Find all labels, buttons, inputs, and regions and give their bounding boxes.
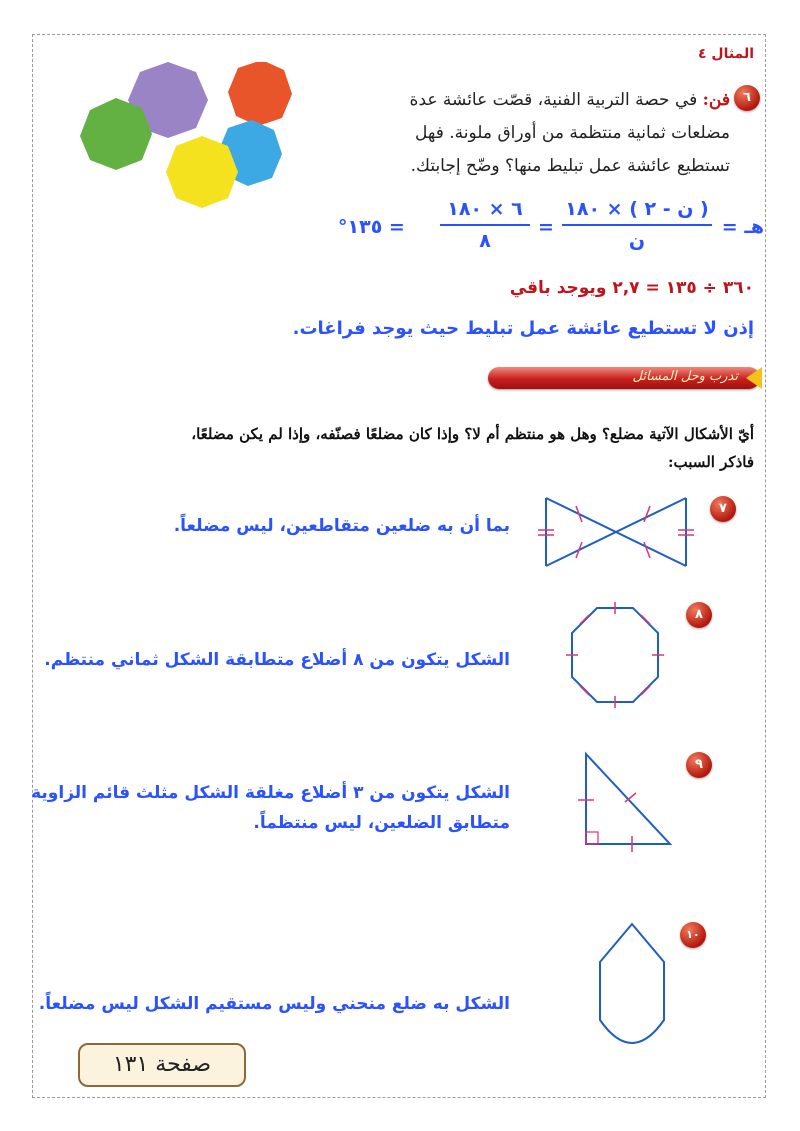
yellow-octagon [166,136,238,208]
example-line-1: في حصة التربية الفنية، قصّت عائشة عدة [409,90,698,110]
item-9-badge: ٩ [686,752,712,778]
fraction-2 [440,198,530,252]
curved-shape-figure [590,916,690,1056]
example-number-badge: ٦ [734,85,760,111]
item-7-answer: بما أن به ضلعين متقاطعين، ليس مضلعاً. [173,516,510,536]
equation-result: = ١٣٥° [338,216,405,238]
item-8-answer: الشكل يتكون من ٨ أضلاع متطابقة الشكل ثماني منتظم. [44,650,510,670]
example-text [330,84,730,183]
question-line-2: فاذكر السبب: [668,453,754,471]
item-9-answer-line-1: الشكل يتكون من ٣ أضلاع مغلقة الشكل مثلث قائم الزاوية [31,783,510,803]
banner-arrow-icon [746,367,762,389]
equation-lhs: هـ = [721,216,764,238]
conclusion-line: إذن لا تستطيع عائشة عمل تبليط حيث يوجد فراغات. [292,318,754,339]
equals-sign: = [538,216,554,238]
item-7-badge: ٧ [710,496,736,522]
colored-octagons-illustration [78,62,298,232]
regular-octagon-figure [560,600,670,710]
orange-octagon [228,62,292,126]
item-8-badge: ٨ [686,602,712,628]
practice-banner [488,367,760,389]
item-9-answer-line-2: متطابق الضلعين، ليس منتظماً. [253,813,510,833]
question-text [34,420,754,476]
page-number-box: صفحة ١٣١ [78,1043,246,1087]
question-line-1: أيّ الأشكال الآتية مضلع؟ وهل هو منتظم أم لا؟ وإذا كان مضلعًا فصنّفه، وإذا لم يكن مضلعًا، [191,425,754,443]
item-10-answer: الشكل به ضلع منحني وليس مستقيم الشكل ليس مضلعاً. [38,994,510,1014]
item-10-badge: ١٠ [680,922,706,948]
item-9-answer [31,778,510,838]
calculation-line: ٣٦٠ ÷ ١٣٥ = ٢,٧ ويوجد باقي [509,278,754,298]
example-lead: فن: [702,90,730,110]
example-line-2: مضلعات ثمانية منتظمة من أوراق ملونة. فهل [415,123,730,143]
fraction-1 [562,198,712,252]
example-title: المثال ٤ [698,46,754,62]
fraction-2-numerator: ٦ × ١٨٠ [447,198,523,220]
example-line-3: تستطيع عائشة عمل تبليط منها؟ وضّح إجابتك. [410,156,730,176]
fraction-1-numerator: ( ن - ٢ ) × ١٨٠ [565,198,709,220]
fraction-2-denominator: ٨ [479,230,491,252]
green-octagon [80,98,152,170]
fraction-1-denominator: ن [628,230,646,252]
crossed-shape-figure [536,492,696,572]
banner-label: تدرب وحل المسائل [632,369,738,384]
right-triangle-figure [570,748,680,858]
